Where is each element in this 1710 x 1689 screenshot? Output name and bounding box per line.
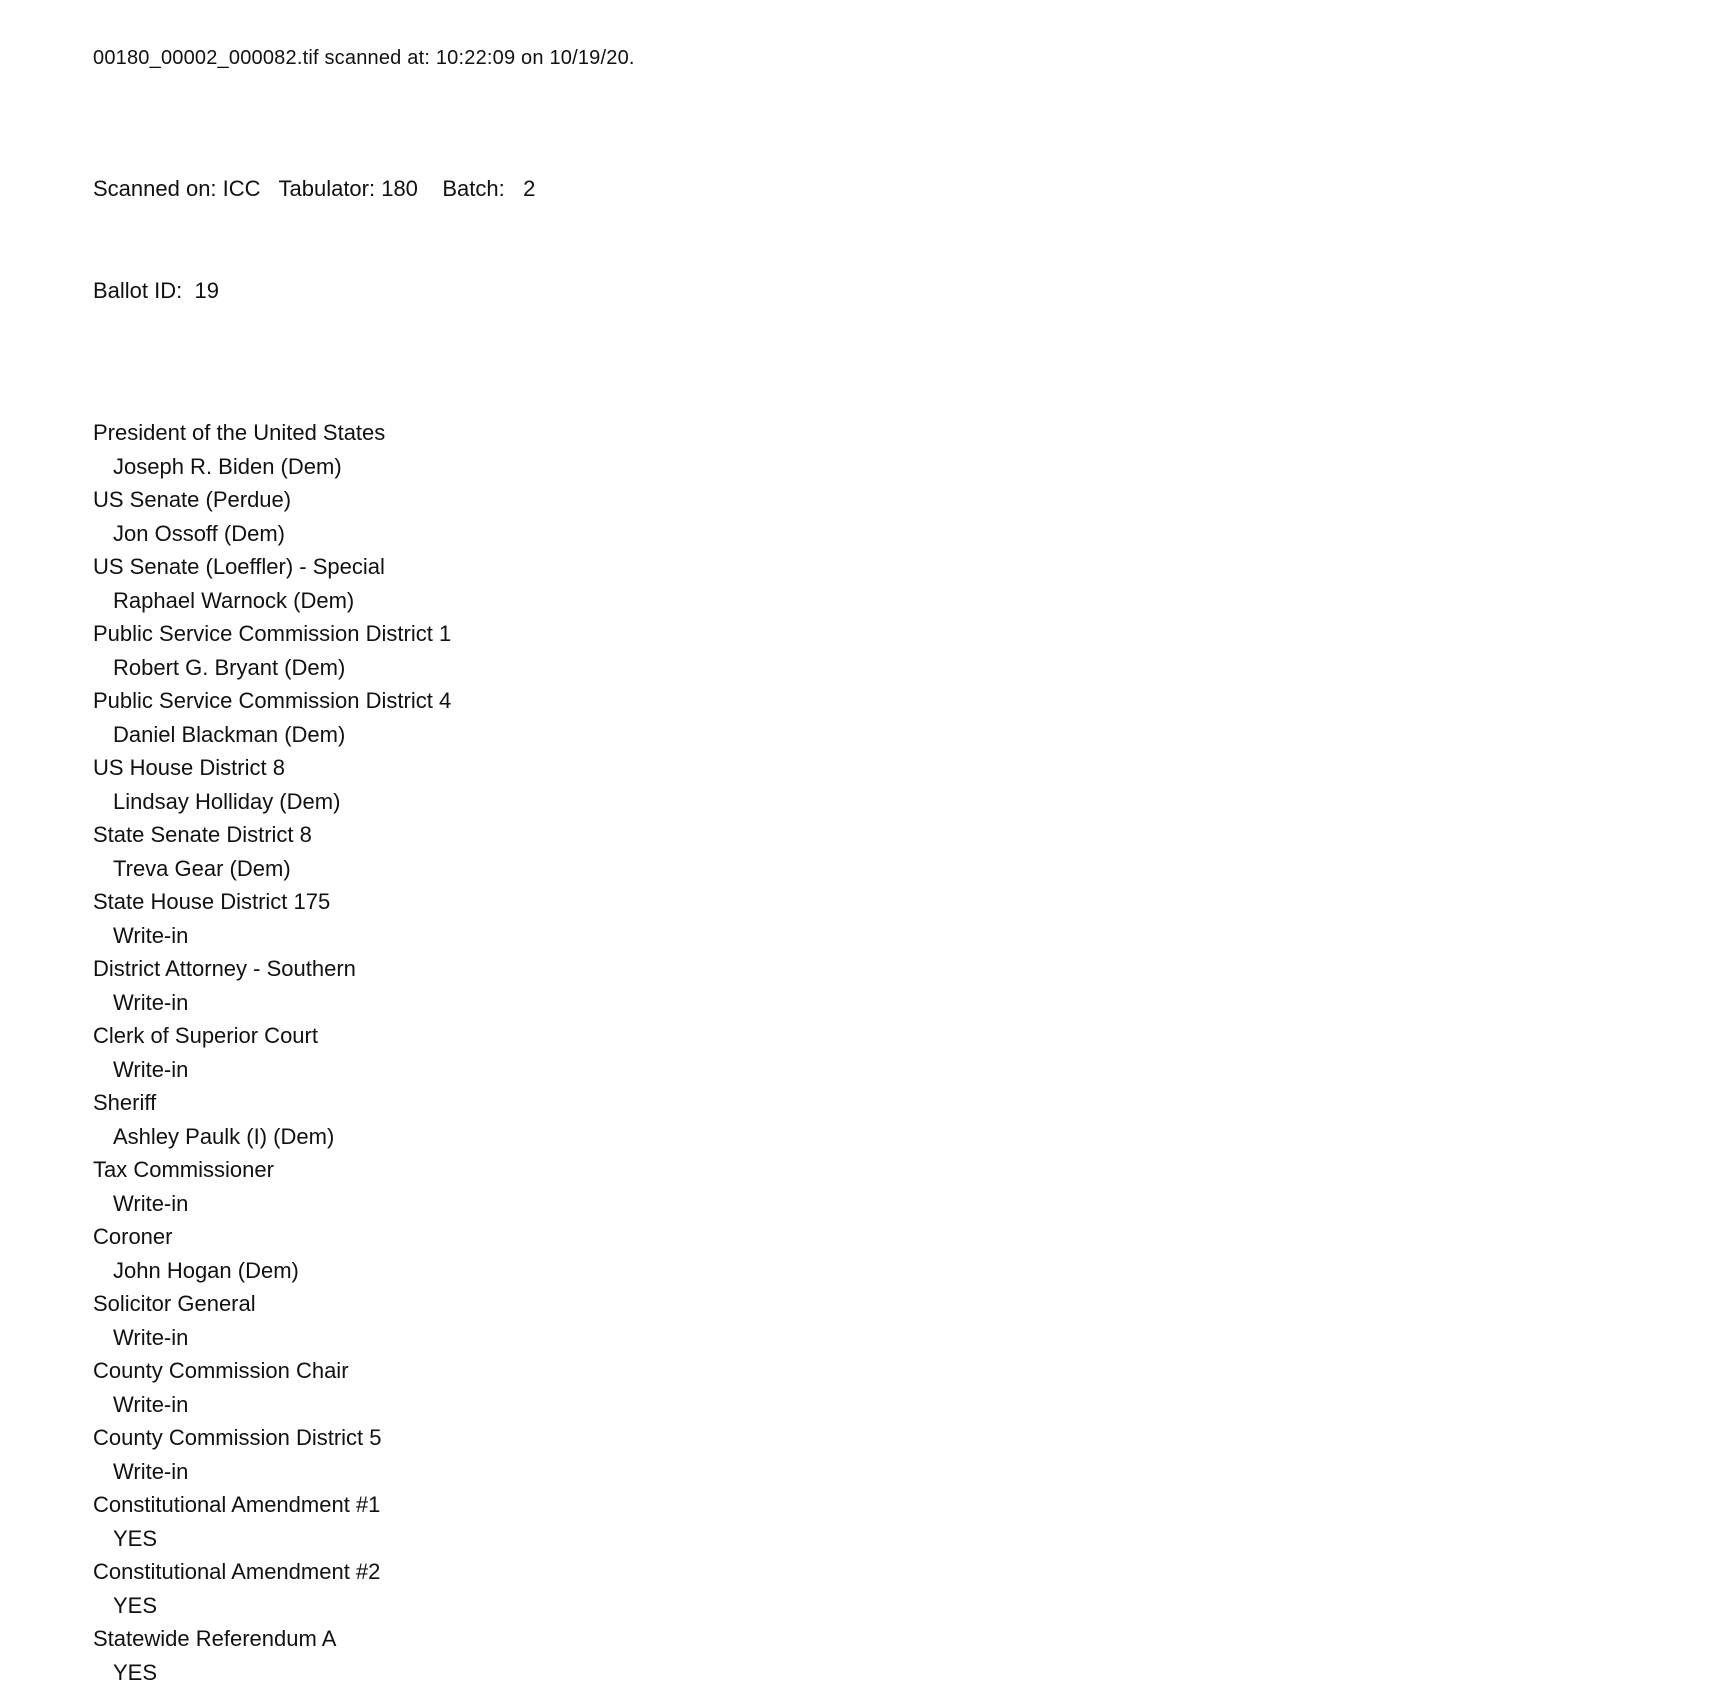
contest-results-list — [93, 416, 1650, 1689]
contest-title: Public Service Commission District 4 — [93, 684, 1650, 718]
contest-title: County Commission Chair — [93, 1354, 1650, 1388]
contest-choice: Write-in — [93, 1321, 1650, 1355]
contest-choice: Joseph R. Biden (Dem) — [93, 450, 1650, 484]
contest-title: US Senate (Loeffler) - Special — [93, 550, 1650, 584]
contest-choice: Treva Gear (Dem) — [93, 852, 1650, 886]
scan-file-line: 00180_00002_000082.tif scanned at: 10:22:09 on 10/19/20. — [93, 44, 1650, 72]
contest-title: County Commission District 5 — [93, 1421, 1650, 1455]
contest-choice: Daniel Blackman (Dem) — [93, 718, 1650, 752]
contest-choice: Lindsay Holliday (Dem) — [93, 785, 1650, 819]
report-content — [93, 44, 1650, 1689]
contest-title: Coroner — [93, 1220, 1650, 1254]
contest-choice: YES — [93, 1589, 1650, 1623]
contest-choice: Ashley Paulk (I) (Dem) — [93, 1120, 1650, 1154]
contest-title: Sheriff — [93, 1086, 1650, 1120]
contest-choice: Raphael Warnock (Dem) — [93, 584, 1650, 618]
contest-choice: John Hogan (Dem) — [93, 1254, 1650, 1288]
contest-title: Tax Commissioner — [93, 1153, 1650, 1187]
contest-choice: Jon Ossoff (Dem) — [93, 517, 1650, 551]
contest-title: Constitutional Amendment #1 — [93, 1488, 1650, 1522]
contest-choice: Write-in — [93, 1187, 1650, 1221]
contest-title: Statewide Referendum A — [93, 1622, 1650, 1656]
scan-meta-block — [93, 104, 1650, 376]
contest-title: State Senate District 8 — [93, 818, 1650, 852]
contest-choice: Write-in — [93, 1053, 1650, 1087]
contest-title: Public Service Commission District 1 — [93, 617, 1650, 651]
contest-title: US Senate (Perdue) — [93, 483, 1650, 517]
contest-choice: YES — [93, 1522, 1650, 1556]
contest-title: Constitutional Amendment #2 — [93, 1555, 1650, 1589]
contest-choice: Write-in — [93, 986, 1650, 1020]
contest-choice: Robert G. Bryant (Dem) — [93, 651, 1650, 685]
contest-choice: Write-in — [93, 1388, 1650, 1422]
contest-title: President of the United States — [93, 416, 1650, 450]
contest-title: State House District 175 — [93, 885, 1650, 919]
contest-title: Solicitor General — [93, 1287, 1650, 1321]
ballot-id-line: Ballot ID: 19 — [93, 274, 1650, 308]
contest-choice: Write-in — [93, 919, 1650, 953]
scanned-on-line: Scanned on: ICC Tabulator: 180 Batch: 2 — [93, 172, 1650, 206]
contest-title: US House District 8 — [93, 751, 1650, 785]
contest-choice: Write-in — [93, 1455, 1650, 1489]
contest-title: Clerk of Superior Court — [93, 1019, 1650, 1053]
contest-title: District Attorney - Southern — [93, 952, 1650, 986]
contest-choice: YES — [93, 1656, 1650, 1689]
